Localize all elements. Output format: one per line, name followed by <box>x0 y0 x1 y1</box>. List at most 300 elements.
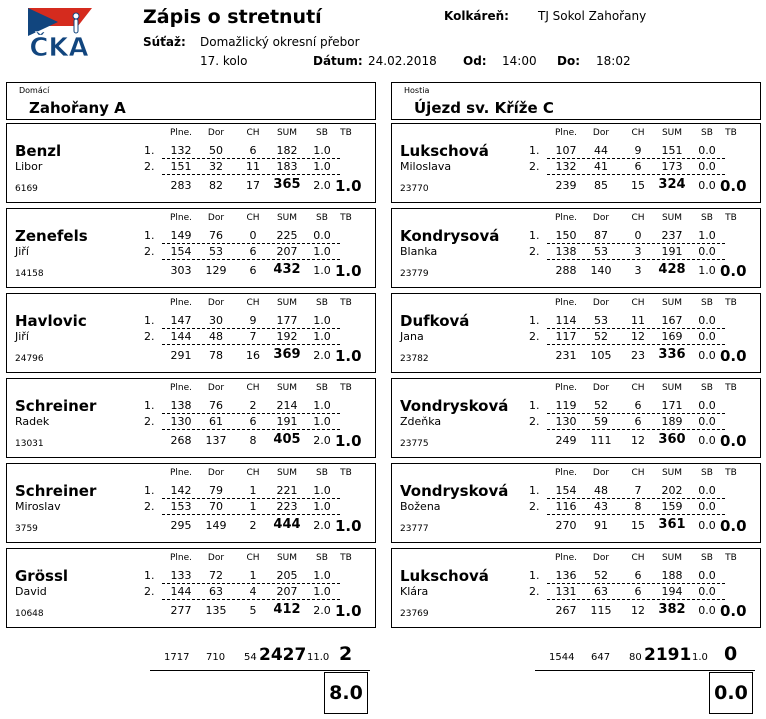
row-divider <box>162 344 340 345</box>
column-header: TB <box>340 213 352 223</box>
home-total-dor: 710 <box>206 652 226 663</box>
tot-cell: 0.0 <box>698 604 716 617</box>
column-header: SB <box>701 468 713 478</box>
player-first-name: Miloslava <box>400 160 452 173</box>
player-surname: Kondrysová <box>400 227 500 245</box>
r1-cell: 9 <box>249 314 257 327</box>
r2-cell: 0.0 <box>698 245 716 258</box>
column-header: SUM <box>276 213 298 223</box>
tot-cell: 1.0 <box>698 264 716 277</box>
tot-cell: 369 <box>273 347 301 362</box>
column-header: Dor <box>592 553 610 563</box>
row-divider <box>547 498 725 499</box>
player-first-name: Klára <box>400 585 429 598</box>
r2-cell: 153 <box>170 500 192 513</box>
player-surname: Dufková <box>400 312 470 330</box>
do-value: 18:02 <box>596 54 631 68</box>
column-header: SUM <box>276 128 298 138</box>
r1-cell: 0.0 <box>698 484 716 497</box>
r2-cell: 173 <box>661 160 683 173</box>
r2-cell: 1.0 <box>313 160 331 173</box>
r1-cell: 1 <box>249 569 257 582</box>
column-header: TB <box>725 383 737 393</box>
home-player-4 <box>6 378 376 458</box>
tot-cell: 0.0 <box>698 434 716 447</box>
player-first-name: Miroslav <box>15 500 61 513</box>
home-total-plne: 1717 <box>164 652 190 663</box>
row-divider <box>162 259 340 260</box>
row-divider <box>547 514 725 515</box>
row-divider <box>162 599 340 600</box>
home-total-ch: 54 <box>244 652 257 663</box>
home-total-tb: 2 <box>339 643 353 665</box>
tot-cell: 15 <box>631 519 645 532</box>
r2-cell: 6 <box>634 415 642 428</box>
column-header: SUM <box>661 128 683 138</box>
r2-cell: 6 <box>634 585 642 598</box>
r1-cell: 1.0 <box>313 569 331 582</box>
column-header: SUM <box>661 298 683 308</box>
round-number: 1. <box>529 314 540 327</box>
tot-cell: 137 <box>205 434 227 447</box>
column-header: Plne. <box>169 383 193 393</box>
column-header: SB <box>701 298 713 308</box>
r2-cell: 43 <box>594 500 608 513</box>
column-header: SB <box>701 213 713 223</box>
tot-cell: 231 <box>555 349 577 362</box>
r2-cell: 41 <box>594 160 608 173</box>
tot-cell: 129 <box>205 264 227 277</box>
kolo-value: 17. kolo <box>200 54 248 68</box>
column-header: SB <box>316 298 328 308</box>
do-label: Do: <box>557 54 581 68</box>
r2-cell: 169 <box>661 330 683 343</box>
r2-cell: 0.0 <box>698 585 716 598</box>
column-header: TB <box>725 213 737 223</box>
column-header: SUM <box>276 468 298 478</box>
r2-cell: 191 <box>661 245 683 258</box>
player-tb: 1.0 <box>335 517 362 535</box>
player-tb: 0.0 <box>720 602 747 620</box>
r2-cell: 1.0 <box>313 245 331 258</box>
datum-value: 24.02.2018 <box>368 54 437 68</box>
tot-cell: 12 <box>631 434 645 447</box>
r1-cell: 1 <box>249 484 257 497</box>
tot-cell: 277 <box>170 604 192 617</box>
round-number: 1. <box>529 484 540 497</box>
away-player-4 <box>391 378 761 458</box>
tot-cell: 15 <box>631 179 645 192</box>
away-team-header <box>391 82 761 120</box>
column-header: Plne. <box>554 468 578 478</box>
r1-cell: 52 <box>594 399 608 412</box>
r1-cell: 0.0 <box>698 144 716 157</box>
r2-cell: 7 <box>249 330 257 343</box>
r1-cell: 136 <box>555 569 577 582</box>
r2-cell: 1 <box>249 500 257 513</box>
r2-cell: 138 <box>555 245 577 258</box>
column-header: CH <box>246 213 260 223</box>
r1-cell: 50 <box>209 144 223 157</box>
r1-cell: 0.0 <box>698 399 716 412</box>
tot-cell: 5 <box>249 604 257 617</box>
tot-cell: 115 <box>590 604 612 617</box>
r1-cell: 182 <box>276 144 298 157</box>
column-header: CH <box>631 298 645 308</box>
tot-cell: 0.0 <box>698 179 716 192</box>
r1-cell: 151 <box>661 144 683 157</box>
home-player-2 <box>6 208 376 288</box>
column-header: TB <box>340 128 352 138</box>
r1-cell: 6 <box>634 399 642 412</box>
tot-cell: 17 <box>246 179 260 192</box>
player-tb: 1.0 <box>335 602 362 620</box>
column-header: TB <box>725 298 737 308</box>
away-total-sb: 1.0 <box>692 652 708 663</box>
column-header: CH <box>246 468 260 478</box>
away-caption: Hostia <box>404 86 430 95</box>
r1-cell: 149 <box>170 229 192 242</box>
home-player-1 <box>6 123 376 203</box>
r1-cell: 107 <box>555 144 577 157</box>
tot-cell: 428 <box>658 262 686 277</box>
r2-cell: 6 <box>249 415 257 428</box>
r2-cell: 183 <box>276 160 298 173</box>
away-player-6 <box>391 548 761 628</box>
round-number: 1. <box>144 144 155 157</box>
column-header: Plne. <box>169 128 193 138</box>
round-number: 2. <box>144 330 155 343</box>
r1-cell: 0 <box>634 229 642 242</box>
column-header: Plne. <box>169 213 193 223</box>
column-header: SUM <box>661 213 683 223</box>
tot-cell: 2.0 <box>313 434 331 447</box>
row-divider <box>162 583 340 584</box>
column-header: Dor <box>207 213 225 223</box>
column-header: SUM <box>661 383 683 393</box>
player-surname: Vondrysková <box>400 397 509 415</box>
player-first-name: Jana <box>400 330 424 343</box>
column-header: Plne. <box>554 213 578 223</box>
column-header: Dor <box>207 298 225 308</box>
player-reg-number: 13031 <box>15 439 44 449</box>
row-divider <box>547 429 725 430</box>
player-reg-number: 23777 <box>400 524 429 534</box>
r2-cell: 53 <box>209 245 223 258</box>
round-number: 2. <box>529 245 540 258</box>
column-header: Dor <box>207 468 225 478</box>
column-header: Dor <box>592 213 610 223</box>
tot-cell: 78 <box>209 349 223 362</box>
column-header: SB <box>316 128 328 138</box>
tot-cell: 85 <box>594 179 608 192</box>
column-header: CH <box>246 553 260 563</box>
round-number: 2. <box>529 415 540 428</box>
column-header: SUM <box>661 553 683 563</box>
tot-cell: 6 <box>249 264 257 277</box>
column-header: SB <box>316 383 328 393</box>
r1-cell: 11 <box>631 314 645 327</box>
r2-cell: 159 <box>661 500 683 513</box>
column-header: Plne. <box>169 298 193 308</box>
column-header: Plne. <box>169 468 193 478</box>
round-number: 1. <box>144 484 155 497</box>
home-player-3 <box>6 293 376 373</box>
row-divider <box>547 583 725 584</box>
r2-cell: 192 <box>276 330 298 343</box>
column-header: Dor <box>207 128 225 138</box>
r2-cell: 63 <box>594 585 608 598</box>
r2-cell: 131 <box>555 585 577 598</box>
column-header: SB <box>701 383 713 393</box>
r1-cell: 1.0 <box>313 399 331 412</box>
r2-cell: 1.0 <box>313 330 331 343</box>
column-header: TB <box>725 128 737 138</box>
column-header: CH <box>631 468 645 478</box>
row-divider <box>547 158 725 159</box>
tot-cell: 1.0 <box>313 264 331 277</box>
column-header: SB <box>701 553 713 563</box>
home-player-6 <box>6 548 376 628</box>
od-value: 14:00 <box>502 54 537 68</box>
round-number: 2. <box>529 330 540 343</box>
kolkaren-label: Kolkáreň: <box>444 9 509 23</box>
page-title: Zápis o stretnutí <box>143 6 322 28</box>
column-header: TB <box>340 553 352 563</box>
player-first-name: David <box>15 585 47 598</box>
r2-cell: 6 <box>634 160 642 173</box>
row-divider <box>547 413 725 414</box>
tot-cell: 270 <box>555 519 577 532</box>
column-header: Dor <box>207 553 225 563</box>
column-header: Dor <box>207 383 225 393</box>
tot-cell: 239 <box>555 179 577 192</box>
away-score: 0.0 <box>709 672 753 714</box>
r1-cell: 87 <box>594 229 608 242</box>
column-header: Plne. <box>554 298 578 308</box>
round-number: 1. <box>529 399 540 412</box>
player-reg-number: 10648 <box>15 609 44 619</box>
player-surname: Vondrysková <box>400 482 509 500</box>
r1-cell: 150 <box>555 229 577 242</box>
r1-cell: 142 <box>170 484 192 497</box>
round-number: 1. <box>144 314 155 327</box>
home-team-header <box>6 82 376 120</box>
column-header: Plne. <box>554 383 578 393</box>
r2-cell: 59 <box>594 415 608 428</box>
column-header: CH <box>631 553 645 563</box>
player-first-name: Blanka <box>400 245 438 258</box>
player-surname: Grössl <box>15 567 69 585</box>
round-number: 2. <box>529 500 540 513</box>
player-reg-number: 23770 <box>400 184 429 194</box>
row-divider <box>162 429 340 430</box>
r2-cell: 207 <box>276 585 298 598</box>
player-tb: 1.0 <box>335 347 362 365</box>
column-header: SUM <box>276 383 298 393</box>
home-total-sb: 11.0 <box>307 652 330 663</box>
tot-cell: 412 <box>273 602 301 617</box>
r1-cell: 2 <box>249 399 257 412</box>
player-reg-number: 24796 <box>15 354 44 364</box>
player-tb: 1.0 <box>335 262 362 280</box>
player-first-name: Radek <box>15 415 50 428</box>
row-divider <box>547 599 725 600</box>
player-reg-number: 14158 <box>15 269 44 279</box>
r2-cell: 48 <box>209 330 223 343</box>
r1-cell: 6 <box>634 569 642 582</box>
r1-cell: 132 <box>170 144 192 157</box>
r2-cell: 1.0 <box>313 415 331 428</box>
cka-logo <box>18 4 100 62</box>
player-first-name: Libor <box>15 160 43 173</box>
r2-cell: 194 <box>661 585 683 598</box>
r2-cell: 223 <box>276 500 298 513</box>
round-number: 1. <box>529 144 540 157</box>
r1-cell: 79 <box>209 484 223 497</box>
row-divider <box>162 328 340 329</box>
player-surname: Benzl <box>15 142 62 160</box>
tot-cell: 432 <box>273 262 301 277</box>
tot-cell: 0.0 <box>698 519 716 532</box>
tot-cell: 268 <box>170 434 192 447</box>
r1-cell: 0.0 <box>698 314 716 327</box>
r2-cell: 151 <box>170 160 192 173</box>
r2-cell: 63 <box>209 585 223 598</box>
row-divider <box>547 259 725 260</box>
column-header: CH <box>631 128 645 138</box>
player-surname: Schreiner <box>15 397 97 415</box>
column-header: CH <box>631 213 645 223</box>
column-header: SUM <box>276 298 298 308</box>
away-total-dor: 647 <box>591 652 611 663</box>
r1-cell: 1.0 <box>698 229 716 242</box>
column-header: SUM <box>661 468 683 478</box>
r2-cell: 154 <box>170 245 192 258</box>
column-header: TB <box>725 553 737 563</box>
r1-cell: 133 <box>170 569 192 582</box>
r1-cell: 0.0 <box>313 229 331 242</box>
od-label: Od: <box>463 54 487 68</box>
tot-cell: 2.0 <box>313 519 331 532</box>
tot-cell: 336 <box>658 347 686 362</box>
column-header: TB <box>340 468 352 478</box>
r1-cell: 0.0 <box>698 569 716 582</box>
r2-cell: 189 <box>661 415 683 428</box>
round-number: 2. <box>144 160 155 173</box>
player-surname: Schreiner <box>15 482 97 500</box>
away-player-2 <box>391 208 761 288</box>
tot-cell: 444 <box>273 517 301 532</box>
round-number: 1. <box>144 569 155 582</box>
round-number: 2. <box>144 500 155 513</box>
r2-cell: 191 <box>276 415 298 428</box>
home-player-5 <box>6 463 376 543</box>
round-number: 2. <box>144 415 155 428</box>
column-header: CH <box>246 298 260 308</box>
tot-cell: 135 <box>205 604 227 617</box>
player-tb: 0.0 <box>720 517 747 535</box>
r1-cell: 0 <box>249 229 257 242</box>
r1-cell: 1.0 <box>313 314 331 327</box>
player-surname: Lukschová <box>400 142 489 160</box>
r2-cell: 8 <box>634 500 642 513</box>
tot-cell: 295 <box>170 519 192 532</box>
row-divider <box>162 413 340 414</box>
sutaz-label: Súťaž: <box>143 35 186 49</box>
r2-cell: 1.0 <box>313 585 331 598</box>
row-divider <box>547 174 725 175</box>
r2-cell: 32 <box>209 160 223 173</box>
tot-cell: 405 <box>273 432 301 447</box>
r1-cell: 114 <box>555 314 577 327</box>
r1-cell: 138 <box>170 399 192 412</box>
round-number: 2. <box>144 585 155 598</box>
row-divider <box>162 498 340 499</box>
r2-cell: 144 <box>170 585 192 598</box>
r1-cell: 147 <box>170 314 192 327</box>
r1-cell: 214 <box>276 399 298 412</box>
away-player-1 <box>391 123 761 203</box>
r2-cell: 4 <box>249 585 257 598</box>
r2-cell: 70 <box>209 500 223 513</box>
player-tb: 0.0 <box>720 347 747 365</box>
row-divider <box>547 328 725 329</box>
round-number: 1. <box>529 229 540 242</box>
row-divider <box>547 243 725 244</box>
column-header: Plne. <box>554 553 578 563</box>
r1-cell: 7 <box>634 484 642 497</box>
r2-cell: 61 <box>209 415 223 428</box>
away-team-name: Újezd sv. Kříže C <box>414 99 554 117</box>
row-divider <box>162 158 340 159</box>
tot-cell: 149 <box>205 519 227 532</box>
player-reg-number: 3759 <box>15 524 38 534</box>
column-header: TB <box>340 298 352 308</box>
player-first-name: Božena <box>400 500 441 513</box>
player-tb: 1.0 <box>335 432 362 450</box>
tot-cell: 283 <box>170 179 192 192</box>
player-surname: Lukschová <box>400 567 489 585</box>
r1-cell: 154 <box>555 484 577 497</box>
player-reg-number: 6169 <box>15 184 38 194</box>
r1-cell: 171 <box>661 399 683 412</box>
column-header: Plne. <box>554 128 578 138</box>
r1-cell: 1.0 <box>313 144 331 157</box>
r1-cell: 167 <box>661 314 683 327</box>
row-divider <box>162 243 340 244</box>
r2-cell: 144 <box>170 330 192 343</box>
tot-cell: 111 <box>590 434 612 447</box>
svg-text:ČKA: ČKA <box>29 33 89 62</box>
tot-cell: 382 <box>658 602 686 617</box>
tot-cell: 303 <box>170 264 192 277</box>
tot-cell: 365 <box>273 177 301 192</box>
tot-cell: 288 <box>555 264 577 277</box>
r1-cell: 188 <box>661 569 683 582</box>
r1-cell: 205 <box>276 569 298 582</box>
r2-cell: 11 <box>246 160 260 173</box>
away-total-sum: 2191 <box>644 645 692 665</box>
column-header: Dor <box>592 383 610 393</box>
r2-cell: 52 <box>594 330 608 343</box>
away-totals <box>535 637 755 667</box>
tot-cell: 324 <box>658 177 686 192</box>
tot-cell: 3 <box>634 264 642 277</box>
column-header: SB <box>701 128 713 138</box>
r2-cell: 117 <box>555 330 577 343</box>
tot-cell: 0.0 <box>698 349 716 362</box>
